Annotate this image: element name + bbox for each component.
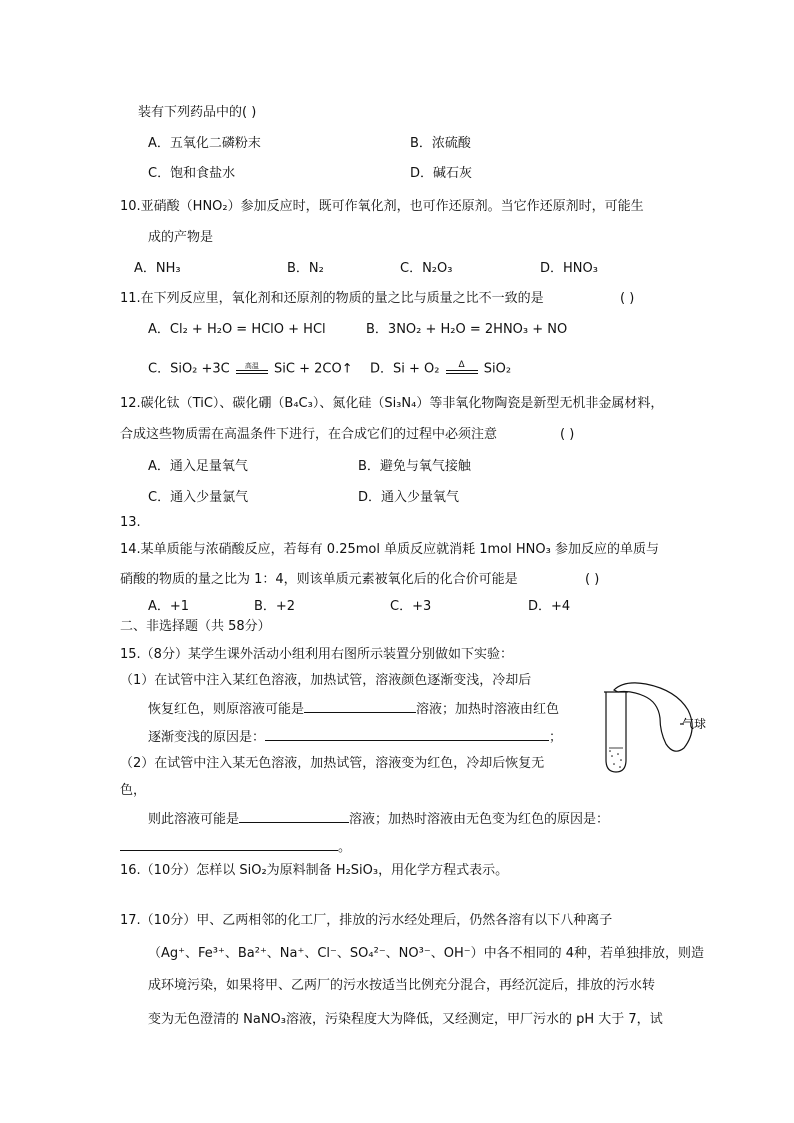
q9-option-d: D．碱石灰 (410, 166, 473, 181)
q11-option-d (370, 360, 511, 379)
balloon-label: 气球 (682, 717, 707, 731)
q12-option-b: B．避免与氧气接触 (358, 459, 471, 474)
answer-blank[interactable] (120, 838, 338, 851)
q11-stem: 11.在下列反应里，氧化剂和还原剂的物质的量之比与质量之比不一致的是 (120, 291, 544, 306)
q15-part2-text-b: 溶液；加热时溶液由无色变为红色的原因是： (349, 812, 610, 827)
q10-stem-line2: 成的产物是 (148, 230, 214, 245)
answer-blank[interactable] (239, 810, 349, 823)
test-tube-balloon-diagram (598, 678, 718, 788)
q15-part1-text-b: 溶液；加热时溶液由红色 (416, 702, 560, 717)
q10-option-a: A．NH₃ (134, 261, 181, 276)
q11-option-c-products: SiC + 2CO↑ (274, 361, 353, 377)
q10-option-d: D．HNO₃ (540, 261, 598, 276)
q9-option-b: B．浓硫酸 (410, 136, 471, 151)
q17-line4: 变为无色澄清的 NaNO₃溶液，污染程度大为降低，又经测定，甲厂污水的 pH 大于 7，试 (148, 1012, 663, 1027)
q11-option-a: A．Cl₂ + H₂O = HClO + HCl (148, 322, 326, 337)
q15-part2-line1: （2）在试管中注入某无色溶液，加热试管，溶液变为红色，冷却后恢复无 (120, 756, 545, 771)
q15-part2-line3 (148, 810, 609, 829)
q14-stem-line2: 硝酸的物质的量之比为 1：4，则该单质元素被氧化后的化合价可能是 (120, 572, 518, 587)
reaction-condition: Δ (458, 360, 465, 370)
answer-blank[interactable] (304, 700, 416, 713)
section-heading: 二、非选择题（共 58分） (120, 619, 271, 634)
q12-option-c: C．通入少量氯气 (148, 490, 249, 505)
q9-stem-tail: 装有下列药品中的( ) (138, 105, 257, 120)
q15-part2-text-a: 则此溶液可能是 (148, 812, 240, 827)
q14-option-c: C．+3 (390, 599, 432, 614)
q9-option-a: A．五氧化二磷粉末 (148, 136, 261, 151)
q13-label: 13. (120, 515, 141, 530)
q15-part1-line3 (148, 728, 562, 747)
q11-option-b: B．3NO₂ + H₂O = 2HNO₃ + NO (366, 322, 568, 337)
high-temp-equal-sign (234, 360, 270, 378)
q12-option-a: A．通入足量氧气 (148, 459, 248, 474)
q10-option-c: C．N₂O₃ (400, 261, 453, 276)
q14-stem-line1: 14.某单质能与浓硝酸反应，若每有 0.25mol 单质反应就消耗 1mol HNO₃ 参加反应的单质与 (120, 542, 659, 557)
answer-blank[interactable] (265, 728, 549, 741)
q11-option-c (148, 360, 353, 379)
q16-text: 16.（10分）怎样以 SiO₂为原料制备 H₂SiO₃，用化学方程式表示。 (120, 863, 509, 878)
test-tube-outline (606, 692, 626, 772)
q15-part2-end: 。 (338, 840, 352, 855)
q12-stem-line1: 12.碳化钛（TiC）、碳化硼（B₄C₃）、氮化硅（Si₃N₄）等非氧化物陶瓷是新型无机非金属材料， (120, 396, 664, 411)
q11-option-c-reactants: C．SiO₂ +3C (148, 361, 230, 377)
q15-stem: 15.（8分）某学生课外活动小组利用右图所示装置分别做如下实验： (120, 647, 513, 662)
q10-stem-line1: 10.亚硝酸（HNO₂）参加反应时，既可作氧化剂，也可作还原剂。当它作还原剂时，可能生 (120, 199, 644, 214)
q9-option-c: C．饱和食盐水 (148, 166, 236, 181)
q17-line2: （Ag⁺、Fe³⁺、Ba²⁺、Na⁺、Cl⁻、SO₄²⁻、NO³⁻、OH⁻）中各不相同的 4种，若单独排放，则造 (148, 946, 704, 961)
q17-line1: 17.（10分）甲、乙两相邻的化工厂，排放的污水经处理后，仍然各溶有以下八种离子 (120, 913, 613, 928)
q14-option-a: A．+1 (148, 599, 190, 614)
q11-option-d-reactants: D．Si + O₂ (370, 361, 440, 377)
q15-part2-line4 (120, 838, 351, 857)
q11-answer-paren: ( ) (620, 291, 635, 306)
q15-part1-line1: （1）在试管中注入某红色溶液，加热试管，溶液颜色逐渐变浅，冷却后 (120, 673, 532, 688)
q17-line3: 成环境污染，如果将甲、乙两厂的污水按适当比例充分混合，再经沉淀后，排放的污水转 (148, 978, 656, 993)
q12-answer-paren: ( ) (560, 427, 575, 442)
q15-part1-text-a: 恢复红色，则原溶液可能是 (148, 702, 305, 717)
q15-part1-text-d: ； (549, 730, 563, 745)
q15-part1-text-c: 逐渐变浅的原因是： (148, 730, 266, 745)
q10-option-b: B．N₂ (287, 261, 324, 276)
q14-answer-paren: ( ) (585, 572, 600, 587)
q12-option-d: D．通入少量氧气 (358, 490, 460, 505)
q15-part2-line2: 色， (120, 783, 147, 798)
q14-option-b: B．+2 (254, 599, 296, 614)
q11-option-d-products: SiO₂ (483, 361, 512, 377)
reaction-condition: 高温 (244, 362, 259, 370)
q14-option-d: D．+4 (528, 599, 571, 614)
q15-part1-line2 (148, 700, 559, 719)
q12-stem-line2: 合成这些物质需在高温条件下进行，在合成它们的过程中必须注意 (120, 427, 498, 442)
heat-equal-sign (444, 360, 480, 378)
